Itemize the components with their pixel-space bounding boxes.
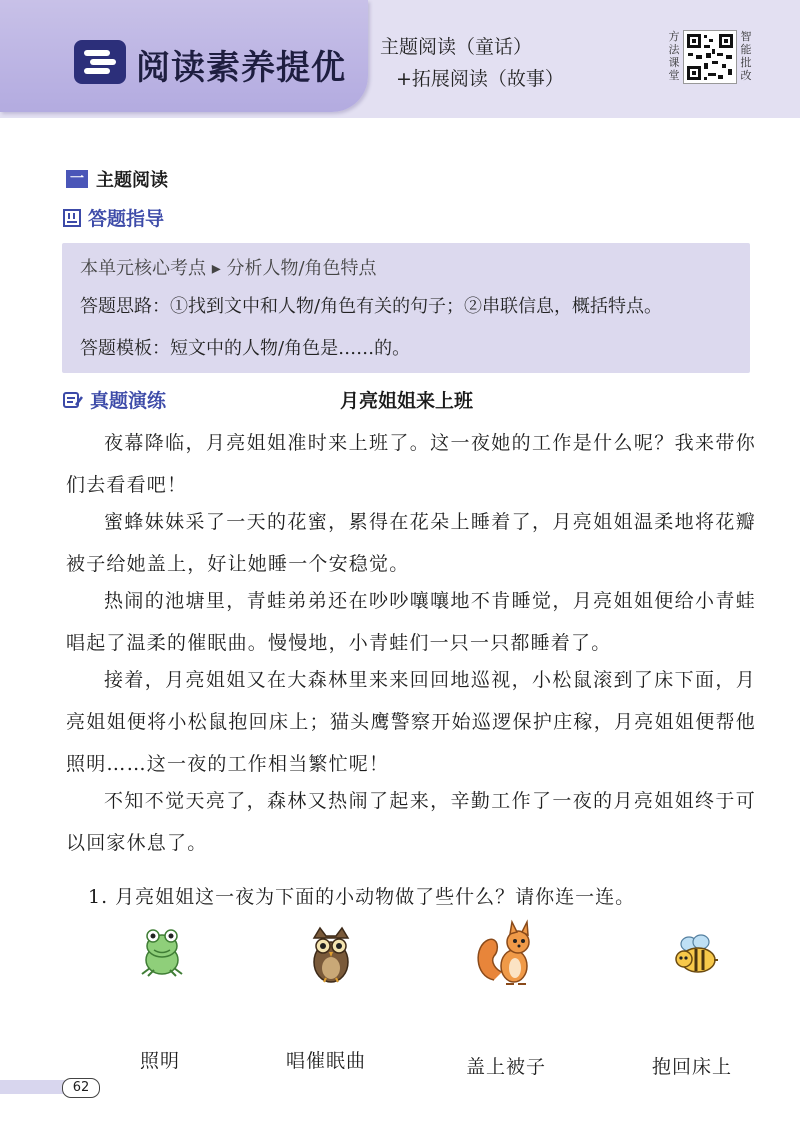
topic-line-2: +拓展阅读（故事） (396, 68, 564, 90)
practice-heading (62, 386, 166, 413)
qr-label-right: 智能批改 (740, 30, 752, 82)
bee-icon[interactable] (672, 932, 720, 976)
story-paragraph: 不知不觉天亮了，森林又热闹了起来，辛勤工作了一夜的月亮姐姐终于可以回家休息了。 (66, 790, 756, 854)
page-title: 阅读素养提优 (136, 48, 346, 88)
choice-lighting[interactable]: 照明 (140, 1050, 181, 1072)
guide-core-point: 本单元核心考点 ▸ 分析人物/角色特点 (80, 258, 377, 279)
frog-icon[interactable] (134, 924, 190, 980)
qr-label-left: 方法课堂 (668, 30, 680, 82)
guide-template: 答题模板：短文中的人物/角色是……的。 (80, 338, 411, 359)
practice-label: 真题演练 (90, 390, 167, 412)
story-paragraph: 夜幕降临，月亮姐姐准时来上班了。这一夜她的工作是什么呢？我来带你们去看看吧！ (66, 432, 756, 496)
story-paragraph: 热闹的池塘里，青蛙弟弟还在吵吵嚷嚷地不肯睡觉，月亮姐姐便给小青蛙唱起了温柔的催眠曲。慢慢地，小青蛙们一只一只都睡着了。 (66, 590, 756, 654)
choice-cover-blanket[interactable]: 盖上被子 (466, 1056, 547, 1078)
pencil-book-icon (62, 390, 84, 410)
story-paragraph: 接着，月亮姐姐又在大森林里来来回回地巡视，小松鼠滚到了床下面，月亮姐姐便将小松鼠抱回床上；猫头鹰警察开始巡逻保护庄稼，月亮姐姐便帮他照明……这一夜的工作相当繁忙呢！ (66, 669, 756, 775)
story-paragraph: 蜜蜂妹妹采了一天的花蜜，累得在花朵上睡着了，月亮姐姐温柔地将花瓣被子给她盖上，好让她睡一个安稳觉。 (66, 511, 756, 575)
squirrel-icon[interactable] (474, 916, 540, 988)
owl-icon[interactable] (306, 924, 356, 986)
story-title: 月亮姐姐来上班 (340, 390, 474, 412)
page-bar (0, 1080, 66, 1094)
choice-lullaby[interactable]: 唱催眠曲 (286, 1050, 367, 1072)
guide-label: 答题指导 (88, 208, 165, 230)
section-number-badge: 一 (66, 170, 88, 188)
window-frame-icon (62, 208, 82, 228)
section-label: 主题阅读 (96, 170, 168, 191)
guide-approach: 答题思路：①找到文中和人物/角色有关的句子；②串联信息，概括特点。 (80, 296, 663, 317)
qr-code[interactable] (683, 30, 737, 84)
topic-line-1: 主题阅读（童话） (380, 36, 533, 58)
question-1: 1. 月亮姐姐这一夜为下面的小动物做了些什么？请你连一连。 (88, 886, 636, 908)
book-stack-icon (72, 38, 128, 86)
section-heading (66, 166, 168, 192)
choice-carry-to-bed[interactable]: 抱回床上 (652, 1056, 733, 1078)
page-number: 62 (62, 1078, 100, 1098)
guide-heading (62, 204, 164, 231)
